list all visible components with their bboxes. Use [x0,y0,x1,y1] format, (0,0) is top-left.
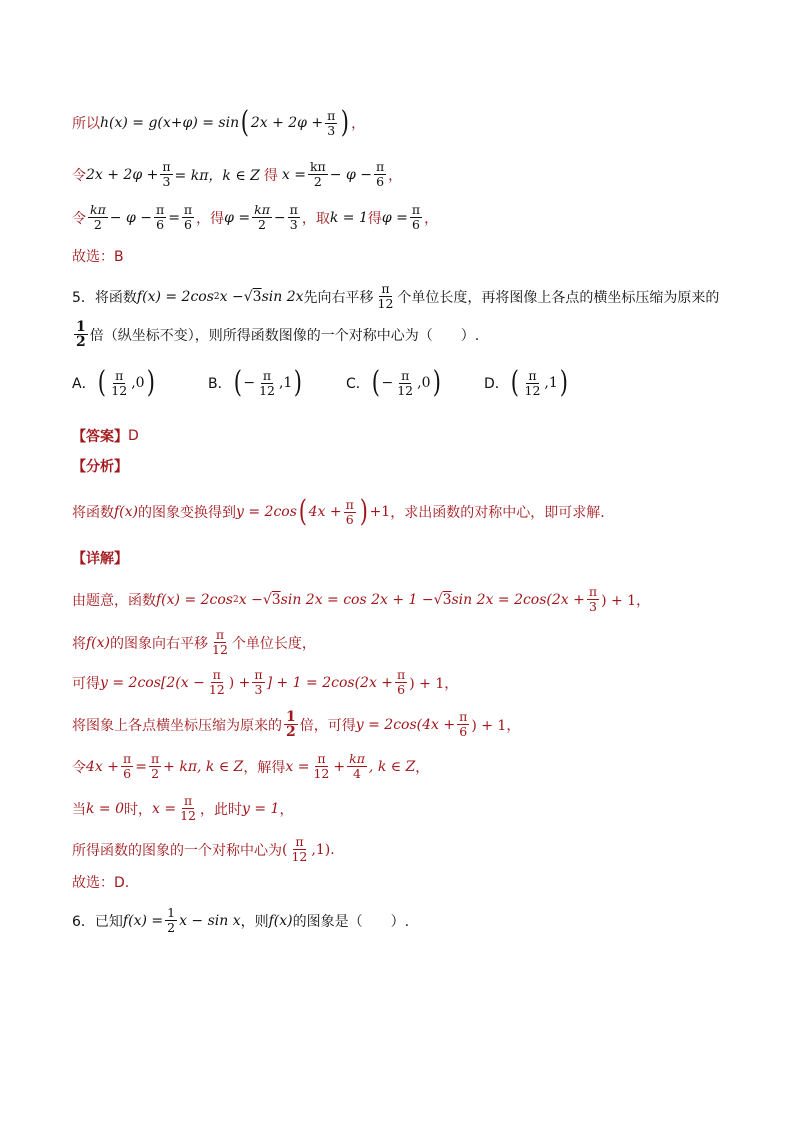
option-y: 1 [548,375,558,391]
text: ，此时 [200,801,243,818]
math: +1 [369,504,391,520]
math: , k ∈ Z [368,758,416,775]
paren: ) [294,365,303,400]
question-5-stem [72,282,719,311]
detail-tag-line [72,548,128,568]
fraction: $\frac{\pi}{12}$ [397,367,414,398]
option-label: A． [72,376,96,392]
math: φ = [381,209,408,226]
math: + [333,758,346,775]
text: ，解得 [243,759,286,776]
fraction: $\frac{k\pi}{2}$ [90,202,106,232]
solution-line-1 [72,105,366,140]
detail-line-8: 故选：D. [72,875,130,891]
paren: ) [359,494,368,529]
math: ( [282,841,288,858]
detail-line-4 [72,710,520,739]
fraction: $\frac{\pi}{3}$ [327,107,336,138]
fraction: $\frac{\pi}{12}$ [291,834,308,864]
math: x = [152,800,177,817]
math: f(x) [114,504,139,520]
text: ，得 [196,210,225,227]
analysis-text [72,494,605,529]
math: = [168,209,180,226]
option-y: 1 [283,375,293,391]
math: 4x + [86,758,119,775]
analysis-tag-line [72,456,128,476]
option-label: D． [484,376,509,392]
text: ，取 [301,210,330,227]
text: 个单位长度， [231,635,316,652]
math: ] + 1 = 2cos(2x + [266,674,394,691]
math: x − sin x [179,912,241,929]
fraction: $\frac{\pi}{3}$ [289,202,298,232]
math: ) + 1， [471,717,521,734]
answer-choice-line: 故选：B [72,249,124,265]
math: ,1) [311,841,331,858]
fraction: $\frac{1}{2}$ [167,905,176,935]
math: y = 2cos [236,504,297,520]
option-y: 0 [421,375,431,391]
text: 当 [72,801,86,818]
text: 可得 [72,675,100,692]
fraction: $\frac{k\pi}{2}$ [254,202,270,232]
text: ， [351,116,366,132]
math: ) + [228,674,251,691]
option-d[interactable]: D． ( $\frac{\pi}{12}$ , 1 ) [484,365,568,400]
math: x − [238,591,263,608]
fraction: $\frac{\pi}{12}$ [208,667,225,697]
sqrt-value: 3 [252,288,262,305]
math: k = 1 [329,209,368,226]
math: − φ − [329,166,372,183]
fraction: $\frac{\pi}{6}$ [375,159,385,189]
math: − [273,209,286,226]
paren: ( [233,365,242,400]
fraction: $\frac{\pi}{12}$ [377,281,394,311]
solution-line-2 [72,160,402,189]
paren: ( [240,105,250,140]
math: 2x + 2φ + [86,166,159,183]
text: ，则 [240,913,269,930]
solution-line-3 [72,203,438,232]
option-sign: − [381,375,394,391]
text: ， [388,167,403,184]
math: h(x) = g(x+φ) = sin [100,115,240,131]
math: ) + 1， [409,675,459,692]
fraction: $\frac{\pi}{6}$ [459,709,468,739]
fraction: $\frac{\pi}{6}$ [411,202,421,232]
sqrt-value: 3 [271,591,281,608]
math: 4x + [308,504,342,520]
paren: ( [510,365,519,400]
fraction: $\frac{1}{2}$ [286,709,296,740]
text: 所以 [72,116,100,132]
answer-value: D [128,428,139,444]
fraction: $\frac{\pi}{6}$ [345,496,354,527]
fraction: $\frac{\pi}{6}$ [122,751,132,781]
text: 令 [72,210,86,227]
fraction: $\frac{\pi}{6}$ [183,202,193,232]
detail-line-3 [72,668,458,697]
fraction: $\frac{\pi}{6}$ [397,667,406,697]
detail-line-7 [72,835,335,864]
math: f(x) = 2cos [156,591,233,608]
text: 得 [263,167,278,184]
fraction: $\frac{\pi}{3}$ [254,667,263,697]
math: = kπ，k ∈ Z [174,167,260,184]
analysis-tag: 【分析】 [72,459,128,475]
math: f(x) [86,634,111,651]
text: 将 [72,635,86,652]
paren: ( [298,494,307,529]
math: sin 2x [261,288,304,305]
question-6-stem [72,906,409,935]
text: 的图象变换得到 [138,505,237,521]
math: f(x) = [122,912,164,929]
text: 的图象是（ ）. [292,913,410,930]
math: sin 2x = 2cos(2x + [451,591,585,608]
fraction: $\frac{k\pi}{4}$ [349,751,365,781]
math: ) + 1， [601,592,651,609]
math: = [135,758,147,775]
text: 得 [367,210,382,227]
option-sign: − [243,375,256,391]
math: k = 0 [86,800,125,817]
fraction: $\frac{\pi}{6}$ [155,202,165,232]
math: y = 1 [242,800,280,817]
math: 2x + 2φ + [250,115,324,131]
text: 倍，可得 [299,717,356,734]
paren: ) [146,365,155,400]
text: 令 [72,167,86,184]
paren: ( [97,365,106,400]
text: 令 [72,759,86,776]
detail-line-6 [72,794,293,823]
math: x − [219,288,244,305]
text: ， [424,210,439,227]
detail-line-1 [72,585,650,614]
math: f(x) = 2cos [136,288,214,305]
option-label: C． [346,376,370,392]
text: ， [415,759,430,776]
fraction: $\frac{\pi}{12}$ [180,793,197,823]
answer-line [72,426,139,446]
fraction: $\frac{\pi}{3}$ [588,584,598,614]
text: 个单位长度，再将图像上各点的横坐标压缩为原来的 [397,289,720,306]
sqrt-sign: √ [243,288,253,305]
math: f(x) [268,912,293,929]
detail-line-5 [72,752,429,781]
math: y = 2cos[2(x − [100,674,205,691]
fraction: $\frac{1}{2}$ [76,319,86,350]
option-c[interactable]: C． ( − $\frac{\pi}{12}$ , 0 ) [346,365,441,400]
fraction: $\frac{\pi}{12}$ [111,367,128,398]
text: 将图象上各点横坐标压缩为原来的 [72,717,282,734]
detail-tag: 【详解】 [72,551,128,567]
fraction: $\frac{\pi}{3}$ [162,159,171,189]
option-y: 0 [135,375,145,391]
text: 倍（纵坐标不变），则所得函数图像的一个对称中心为（ ）. [89,327,480,344]
question-5-stem-cont [72,320,479,349]
superscript: 2 [213,291,220,302]
text: 将函数 [72,505,114,521]
fraction: $\frac{k\pi}{2}$ [309,159,326,189]
text: 先向右平移 [303,289,374,306]
math: sin 2x = cos 2x + 1 − [280,591,434,608]
option-a[interactable]: A． ( $\frac{\pi}{12}$ , 0 ) [72,365,155,400]
paren: ) [341,105,350,140]
math: x = [281,166,306,183]
text: ，求出函数的对称中心，即可求解. [390,505,605,521]
sqrt-sign: √ [262,591,272,608]
option-label: B． [208,376,232,392]
fraction: $\frac{\pi}{12}$ [259,367,275,398]
text: 所得函数的图象的一个对称中心为 [72,842,282,859]
paren: ) [559,365,568,400]
math: φ = [224,209,251,226]
paren: ) [432,365,441,400]
text: 由题意，函数 [72,592,156,609]
fraction: $\frac{\pi}{12}$ [313,751,330,781]
question-number: 5．将函数 [72,289,137,306]
text: ， [279,801,294,818]
text: . [330,841,335,858]
text: 时， [124,801,153,818]
answer-tag: 【答案】 [72,429,128,445]
superscript: 2 [233,594,239,605]
fraction: $\frac{\pi}{12}$ [212,627,228,657]
question-number: 6．已知 [72,913,123,930]
text: 的图象向右平移 [110,635,209,652]
math: + kπ, k ∈ Z [163,758,244,775]
sqrt-value: 3 [442,591,452,608]
detail-line-2 [72,628,316,657]
fraction: $\frac{\pi}{12}$ [524,367,541,398]
option-b[interactable]: B． ( − $\frac{\pi}{12}$ , 1 ) [208,365,303,400]
paren: ( [371,365,380,400]
math: − φ − [109,209,152,226]
math: x = [285,758,310,775]
math: y = 2cos(4x + [355,716,456,733]
fraction: $\frac{\pi}{2}$ [150,751,160,781]
sqrt-sign: √ [433,591,443,608]
